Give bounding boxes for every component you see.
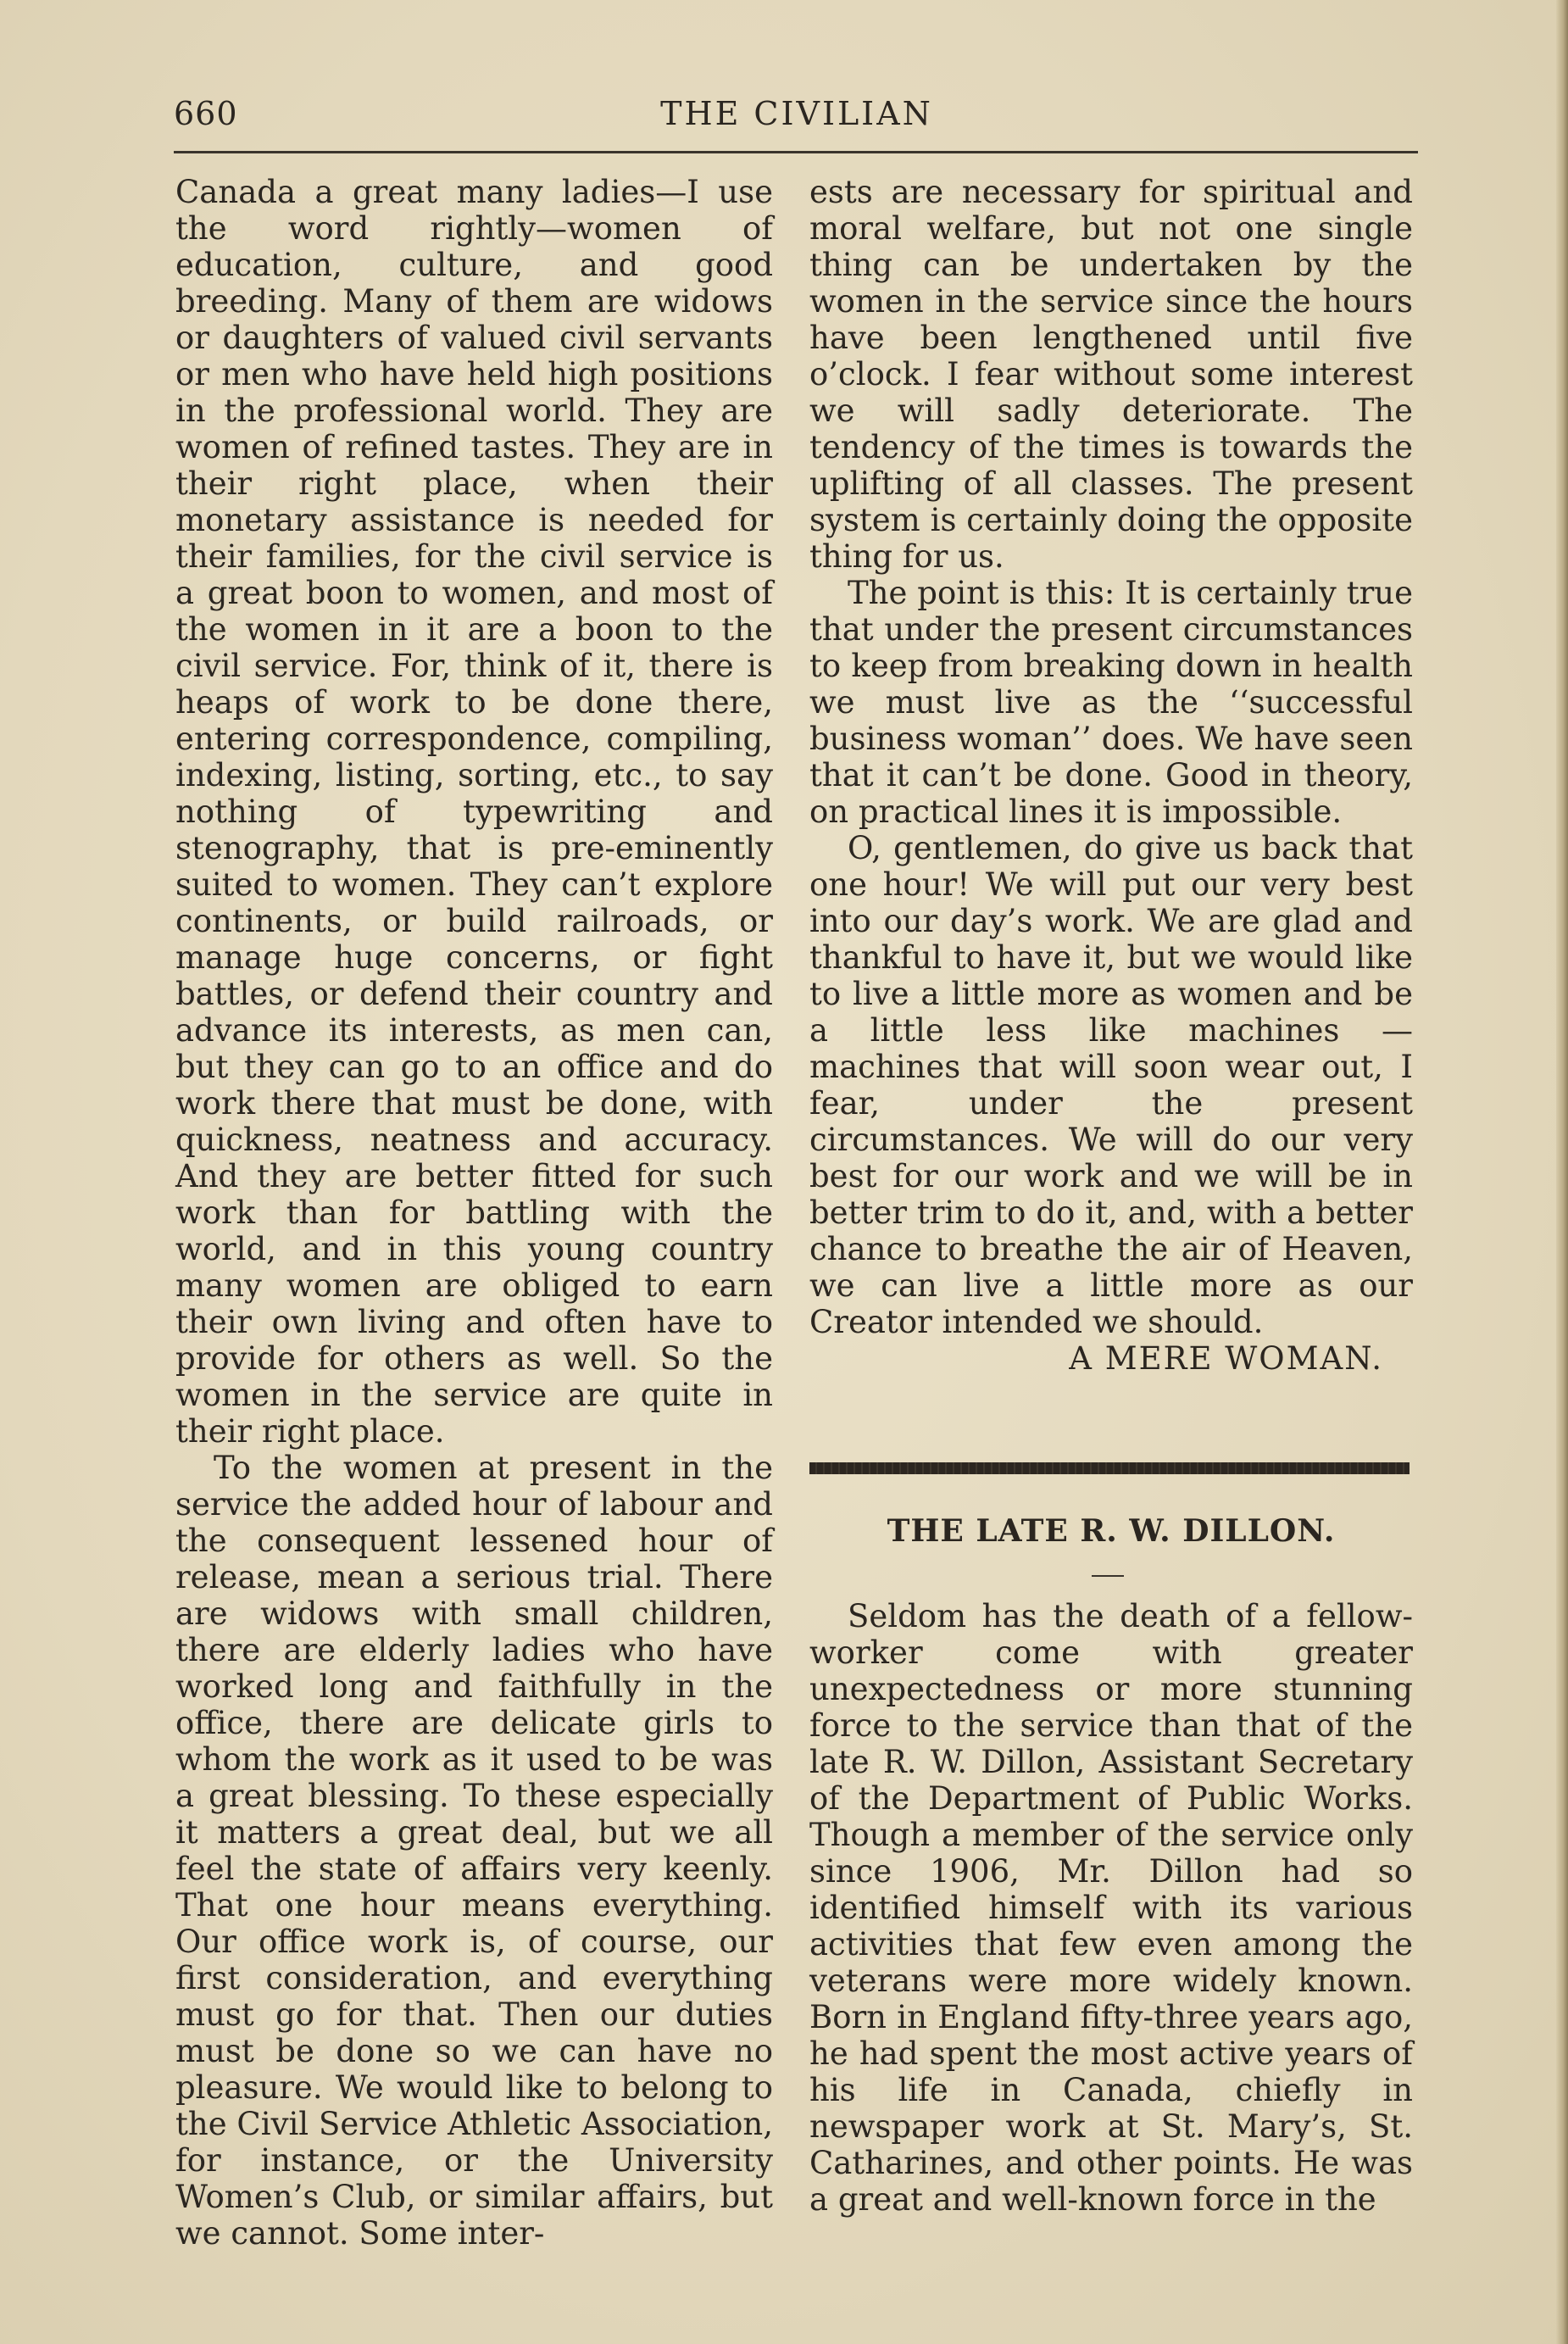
obituary-column <box>809 1598 1413 2218</box>
obituary-paragraph: Seldom has the death of a fellow-worker come with greater unexpectedness or more stunning force to the service than that of the late R. W. Dillon, Assistant Secretary of the Department of Public Works. Though a member of the service only since 1906, Mr. Dillon had so identified himself with its various activities that few even among the veterans were more widely known. Born in England fifty-three years ago, he had spent the most active years of his life in Canada, chiefly in newspaper work at St. Mary’s, St. Catharines, and other points. He was a great and well-known force in the <box>809 1598 1413 2218</box>
article-signature: A MERE WOMAN. <box>1069 1340 1383 1377</box>
page-number: 660 <box>174 95 238 132</box>
right-paragraph-3: O, gentlemen, do give us back that one hour! We will put our very best into our day’s work. We are glad and thankful to have it, but we would like to live a little more as women and be a little less like machines — machines that will soon wear out, I fear, under the present circumstances. We will do our very best for our work and we will be in better trim to do it, and, with a better chance to breathe the air of Heaven, we can live a little more as our Creator intended we should. <box>809 830 1413 1340</box>
right-paragraph-1: ests are necessary for spiritual and moral welfare, but not one single thing can be undertaken by the women in the service since the hours have been lengthened until five o’clock. I fear without some interest we will sadly deteriorate. The tendency of the times is towards the uplifting of all classes. The present system is certainly doing the opposite thing for us. <box>809 174 1413 575</box>
page-binding-edge <box>1556 0 1568 2344</box>
header-rule <box>174 151 1418 153</box>
running-title: THE CIVILIAN <box>660 95 933 132</box>
obituary-title: THE LATE R. W. DILLON. <box>887 1513 1336 1549</box>
right-column <box>809 174 1413 1377</box>
right-paragraph-2: The point is this: It is certainly true that under the present circumstances to keep from breaking down in health we must live as the ‘‘successful business woman’’ does. We have seen that it can’t be done. Good in theory, on practical lines it is impossible. <box>809 575 1413 830</box>
left-column <box>175 174 773 2252</box>
page-header <box>174 95 1420 137</box>
section-divider-rule <box>809 1462 1410 1474</box>
left-paragraph-1: Canada a great many ladies—I use the word rightly—women of education, culture, and good breeding. Many of them are widows or daughters of valued civil servants or men who have held high positions in the professional world. They are women of refined tastes. They are in their right place, when their monetary assistance is needed for their families, for the civil service is a great boon to women, and most of the women in it are a boon to the civil service. For, think of it, there is heaps of work to be done there, entering correspondence, compiling, indexing, listing, sorting, etc., to say nothing of typewriting and stenography, that is pre-eminently suited to women. They can’t explore continents, or build railroads, or manage huge concerns, or fight battles, or defend their country and advance its interests, as men can, but they can go to an office and do work there that must be done, with quickness, neatness and accuracy. And they are better fitted for such work than for battling with the world, and in this young country many women are obliged to earn their own living and often have to provide for others as well. So the women in the service are quite in their right place. <box>175 174 773 1450</box>
title-dash <box>1092 1575 1124 1577</box>
left-paragraph-2: To the women at present in the service the added hour of labour and the consequent lessened hour of release, mean a serious trial. There are widows with small children, there are elderly ladies who have worked long and faithfully in the office, there are delicate girls to whom the work as it used to be was a great blessing. To these especially it matters a great deal, but we all feel the state of affairs very keenly. That one hour means everything. Our office work is, of course, our first consideration, and everything must go for that. Then our duties must be done so we can have no pleasure. We would like to belong to the Civil Service Athletic Association, for instance, or the University Women’s Club, or similar affairs, but we cannot. Some inter- <box>175 1450 773 2252</box>
